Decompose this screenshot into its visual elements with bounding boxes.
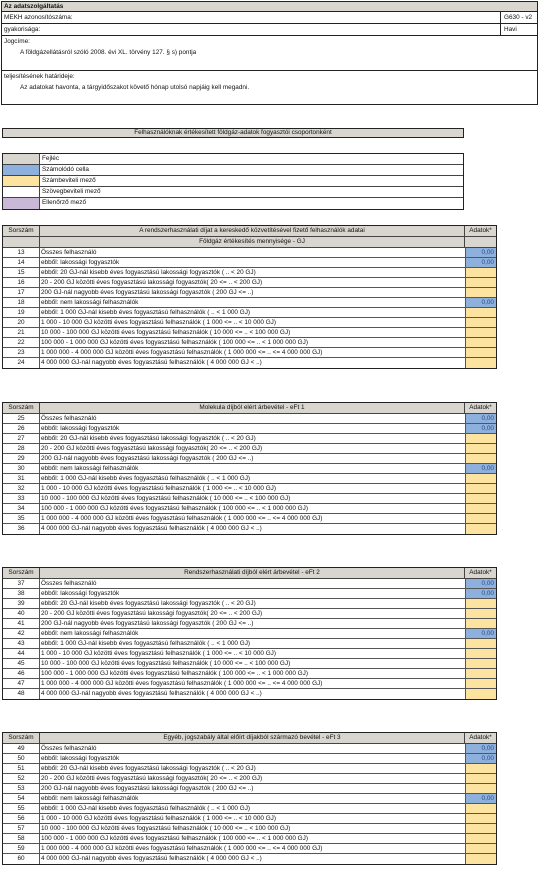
row-number: 57: [3, 824, 40, 833]
row-number: 53: [3, 784, 40, 793]
input-cell[interactable]: [465, 514, 496, 523]
table-row: [3, 514, 496, 524]
input-cell[interactable]: [465, 669, 496, 678]
row-description: 4 000 000 GJ-nál nagyobb éves fogyasztású felhasználók ( 4 000 000 GJ < ..): [41, 359, 262, 366]
table-row: [3, 649, 496, 659]
table-row: [3, 629, 496, 639]
input-cell[interactable]: [465, 444, 496, 453]
col-header-sorszam: Sorszám: [3, 568, 40, 578]
input-cell[interactable]: [465, 358, 496, 368]
row-number: 25: [3, 414, 40, 423]
input-cell[interactable]: [465, 679, 496, 688]
row-number: 16: [3, 278, 40, 287]
legend-swatch: [3, 154, 40, 164]
row-number: 21: [3, 328, 40, 337]
table-row: [3, 659, 496, 669]
table-row: [3, 484, 496, 494]
row-description: Összes felhasználó: [41, 580, 97, 587]
calculated-cell: 0,00: [465, 744, 496, 753]
input-cell[interactable]: [465, 689, 496, 699]
col-header-sorszam: Sorszám: [3, 733, 40, 743]
info-box: [1, 1, 538, 105]
row-number: 43: [3, 639, 40, 648]
row-description: 100 000 - 1 000 000 GJ közötti éves fogyasztású felhasználók ( 100 000 <= .. < 1 000 000 GJ): [41, 339, 308, 346]
legend-item: [3, 187, 463, 198]
row-description: 4 000 000 GJ-nál nagyobb éves fogyasztású felhasználók ( 4 000 000 GJ < ..): [41, 855, 262, 862]
row-description: ebből: 1 000 GJ-nál kisebb éves fogyasztású felhasználók ( .. < 1 000 GJ): [41, 640, 251, 647]
row-description: Összes felhasználó: [41, 745, 97, 752]
table-row: [3, 328, 496, 338]
row-number: 39: [3, 599, 40, 608]
input-cell[interactable]: [465, 854, 496, 864]
input-cell[interactable]: [465, 268, 496, 277]
row-number: 46: [3, 669, 40, 678]
row-number: 34: [3, 504, 40, 513]
table-row: [3, 774, 496, 784]
calculated-cell: 0,00: [465, 248, 496, 257]
input-cell[interactable]: [465, 599, 496, 608]
row-number: 18: [3, 298, 40, 307]
row-description: ebből: nem lakossági felhasználók: [41, 299, 139, 306]
row-description: 10 000 - 100 000 GJ közötti éves fogyasztású felhasználók ( 10 000 <= .. < 100 000 GJ): [41, 495, 291, 502]
frequency-row: [2, 24, 537, 36]
row-number: 23: [3, 348, 40, 357]
input-cell[interactable]: [465, 824, 496, 833]
table-row: [3, 794, 496, 804]
input-cell[interactable]: [465, 659, 496, 668]
row-number: 35: [3, 514, 40, 523]
row-description: 100 000 - 1 000 000 GJ közötti éves fogyasztású felhasználók ( 100 000 <= .. < 1 000 000 GJ): [41, 670, 308, 677]
calculated-cell: 0,00: [465, 579, 496, 588]
table-row: [3, 854, 496, 864]
legend-label: Számolódó cella: [42, 166, 89, 173]
row-number: 20: [3, 318, 40, 327]
input-cell[interactable]: [465, 474, 496, 483]
mekh-row: [2, 12, 537, 24]
table-row: [3, 454, 496, 464]
row-description: 20 - 200 GJ közötti éves fogyasztású lakossági fogyasztók( 20 <= .. < 200 GJ): [41, 610, 263, 617]
data-table: [2, 402, 497, 535]
input-cell[interactable]: [465, 844, 496, 853]
table-row: [3, 444, 496, 454]
table-title: A rendszerhasználati díjat a kereskedő közvetítésével fizető felhasználók adatai: [40, 226, 465, 236]
calculated-cell: 0,00: [465, 414, 496, 423]
row-number: 54: [3, 794, 40, 803]
table-row: [3, 784, 496, 794]
legend-swatch: [3, 165, 40, 175]
calculated-cell: 0,00: [465, 754, 496, 763]
calculated-cell: 0,00: [465, 464, 496, 473]
input-cell[interactable]: [465, 804, 496, 813]
row-number: 29: [3, 454, 40, 463]
row-description: Összes felhasználó: [41, 249, 97, 256]
table-row: [3, 504, 496, 514]
row-description: 1 000 000 - 4 000 000 GJ közötti éves fogyasztású felhasználók ( 1 000 000 <= .. <= 4 000 000 GJ): [41, 680, 323, 687]
row-number: 58: [3, 834, 40, 843]
input-cell[interactable]: [465, 619, 496, 628]
row-description: 1 000 000 - 4 000 000 GJ közötti éves fogyasztású felhasználók ( 1 000 000 <= .. <= 4 000 000 GJ): [41, 515, 323, 522]
table-title: Molekula díjból elért árbevétel - eFt 1: [40, 403, 465, 413]
row-description: 1 000 - 10 000 GJ közötti éves fogyasztású felhasználók ( 1 000 <= .. < 10 000 GJ): [41, 485, 276, 492]
table-title: Egyéb, jogszabály által előírt díjakból származó bevétel - eFt 3: [40, 733, 465, 743]
table-row: [3, 834, 496, 844]
table-row: [3, 414, 496, 424]
table-row: [3, 804, 496, 814]
table-title: Rendszerhasználati díjból elért árbevétel - eFt 2: [40, 568, 465, 578]
deadline-row: [2, 71, 537, 104]
legend: [2, 153, 464, 210]
row-description: 4 000 000 GJ-nál nagyobb éves fogyasztású felhasználók ( 4 000 000 GJ < ..): [41, 525, 262, 532]
legend-swatch: [3, 187, 40, 197]
row-description: ebből: 1 000 GJ-nál kisebb éves fogyasztású felhasználók ( .. < 1 000 GJ): [41, 805, 251, 812]
row-number: 45: [3, 659, 40, 668]
col-header-sorszam: Sorszám: [3, 403, 40, 413]
table-row: [3, 268, 496, 278]
table-row: [3, 258, 496, 268]
input-cell[interactable]: [465, 348, 496, 357]
row-description: ebből: 1 000 GJ-nál kisebb éves fogyasztású felhasználók ( .. < 1 000 GJ): [41, 309, 251, 316]
table-row: [3, 619, 496, 629]
row-description: 1 000 000 - 4 000 000 GJ közötti éves fogyasztású felhasználók ( 1 000 000 <= .. <= 4 000 000 GJ): [41, 349, 323, 356]
row-description: ebből: 20 GJ-nál kisebb éves fogyasztású lakossági fogyasztók ( .. < 20 GJ): [41, 269, 256, 276]
calculated-cell: 0,00: [465, 298, 496, 307]
input-cell[interactable]: [465, 318, 496, 327]
calculated-cell: 0,00: [465, 794, 496, 803]
row-description: 1 000 - 10 000 GJ közötti éves fogyasztású felhasználók ( 1 000 <= .. < 10 000 GJ): [41, 319, 276, 326]
input-cell[interactable]: [465, 454, 496, 463]
legend-label: Számbeviteli mező: [42, 177, 96, 184]
table-row: [3, 494, 496, 504]
table-header: [3, 226, 496, 237]
table-row: [3, 844, 496, 854]
table-row: [3, 248, 496, 258]
table-row: [3, 348, 496, 358]
row-description: ebből: 20 GJ-nál kisebb éves fogyasztású lakossági fogyasztók ( .. < 20 GJ): [41, 600, 256, 607]
row-number: 55: [3, 804, 40, 813]
input-cell[interactable]: [465, 784, 496, 793]
row-number: 30: [3, 464, 40, 473]
subheader-blank: [3, 237, 40, 247]
row-number: 60: [3, 854, 40, 864]
calculated-cell: 0,00: [465, 424, 496, 433]
table-row: [3, 464, 496, 474]
input-cell[interactable]: [465, 328, 496, 337]
table-row: [3, 308, 496, 318]
row-number: 47: [3, 679, 40, 688]
input-cell[interactable]: [465, 609, 496, 618]
row-number: 26: [3, 424, 40, 433]
row-description: 10 000 - 100 000 GJ közötti éves fogyasztású felhasználók ( 10 000 <= .. < 100 000 GJ): [41, 825, 291, 832]
info-title: Az adatszolgáltatás: [2, 2, 537, 12]
row-description: ebből: lakossági fogyasztók: [41, 259, 120, 266]
legend-swatch: [3, 176, 40, 186]
row-description: 10 000 - 100 000 GJ közötti éves fogyasztású felhasználók ( 10 000 <= .. < 100 000 GJ): [41, 660, 291, 667]
table-row: [3, 689, 496, 699]
input-cell[interactable]: [465, 338, 496, 347]
row-number: 52: [3, 774, 40, 783]
row-number: 14: [3, 258, 40, 267]
row-description: ebből: lakossági fogyasztók: [41, 755, 120, 762]
input-cell[interactable]: [465, 774, 496, 783]
input-cell[interactable]: [465, 764, 496, 773]
table-row: [3, 524, 496, 534]
table-row: [3, 424, 496, 434]
col-header-adatok: Adatok*: [465, 403, 496, 413]
row-description: Összes felhasználó: [41, 415, 97, 422]
table-row: [3, 358, 496, 368]
table-header: [3, 403, 496, 414]
input-cell[interactable]: [465, 524, 496, 534]
table-row: [3, 669, 496, 679]
legend-swatch: [3, 198, 40, 209]
table-row: [3, 589, 496, 599]
row-description: ebből: nem lakossági felhasználók: [41, 630, 139, 637]
input-cell[interactable]: [465, 308, 496, 317]
table-row: [3, 764, 496, 774]
row-number: 19: [3, 308, 40, 317]
table-row: [3, 679, 496, 689]
row-description: ebből: lakossági fogyasztók: [41, 425, 120, 432]
legend-item: [3, 154, 463, 165]
row-description: 200 GJ-nál nagyobb éves fogyasztású lakossági fogyasztók ( 200 GJ <= ..): [41, 785, 254, 792]
legend-item: [3, 198, 463, 209]
subheader-blank: [465, 237, 496, 247]
row-number: 59: [3, 844, 40, 853]
row-number: 51: [3, 764, 40, 773]
row-number: 17: [3, 288, 40, 297]
frequency-label: gyakorisága:: [4, 26, 41, 33]
legal-basis-text: A földgázellátásról szóló 2008. évi XL. törvény 127. § s) pontja: [20, 49, 197, 56]
input-cell[interactable]: [465, 649, 496, 658]
mekh-value: G630 - v2: [500, 12, 537, 23]
deadline-label: teljesítésének határideje:: [4, 73, 75, 80]
row-description: 1 000 - 10 000 GJ közötti éves fogyasztású felhasználók ( 1 000 <= .. < 10 000 GJ): [41, 650, 276, 657]
legend-label: Fejléc: [42, 155, 60, 162]
row-description: 20 - 200 GJ közötti éves fogyasztású lakossági fogyasztók( 20 <= .. < 200 GJ): [41, 445, 263, 452]
legal-basis-row: [2, 36, 537, 71]
table-row: [3, 824, 496, 834]
row-description: 200 GJ-nál nagyobb éves fogyasztású lakossági fogyasztók ( 200 GJ <= ..): [41, 620, 254, 627]
legend-label: Szövegbeviteli mező: [42, 188, 101, 195]
row-number: 24: [3, 358, 40, 368]
input-cell[interactable]: [465, 639, 496, 648]
data-table: [2, 732, 497, 865]
input-cell[interactable]: [465, 834, 496, 843]
input-cell[interactable]: [465, 504, 496, 513]
row-description: 100 000 - 1 000 000 GJ közötti éves fogyasztású felhasználók ( 100 000 <= .. < 1 000 000 GJ): [41, 835, 308, 842]
row-description: 4 000 000 GJ-nál nagyobb éves fogyasztású felhasználók ( 4 000 000 GJ < ..): [41, 690, 262, 697]
row-number: 56: [3, 814, 40, 823]
col-header-sorszam: Sorszám: [3, 226, 40, 236]
input-cell[interactable]: [465, 278, 496, 287]
row-number: 49: [3, 744, 40, 753]
data-table: [2, 567, 497, 700]
row-number: 44: [3, 649, 40, 658]
row-number: 36: [3, 524, 40, 534]
row-number: 48: [3, 689, 40, 699]
row-number: 50: [3, 754, 40, 763]
row-description: 10 000 - 100 000 GJ közötti éves fogyasztású felhasználók ( 10 000 <= .. < 100 000 GJ): [41, 329, 291, 336]
input-cell[interactable]: [465, 814, 496, 823]
table-row: [3, 599, 496, 609]
row-description: 1 000 - 10 000 GJ közötti éves fogyasztású felhasználók ( 1 000 <= .. < 10 000 GJ): [41, 815, 276, 822]
table-row: [3, 814, 496, 824]
main-title: Felhasználóknak értékesített földgáz-adatok fogyasztói csoportonként: [2, 128, 464, 138]
row-number: 22: [3, 338, 40, 347]
row-description: 20 - 200 GJ közötti éves fogyasztású lakossági fogyasztók( 20 <= .. < 200 GJ): [41, 775, 263, 782]
row-description: ebből: 20 GJ-nál kisebb éves fogyasztású lakossági fogyasztók ( .. < 20 GJ): [41, 765, 256, 772]
mekh-label: MEKH azonosítószáma:: [4, 14, 73, 21]
col-header-adatok: Adatok*: [465, 733, 496, 743]
table-row: [3, 474, 496, 484]
calculated-cell: 0,00: [465, 258, 496, 267]
deadline-text: Az adatokat havonta, a tárgyidőszakot követő hónap utolsó napjáig kell megadni.: [20, 84, 250, 91]
row-description: 20 - 200 GJ közötti éves fogyasztású lakossági fogyasztók( 20 <= .. < 200 GJ): [41, 279, 263, 286]
table-subheader: [3, 237, 496, 248]
calculated-cell: 0,00: [465, 589, 496, 598]
row-description: 200 GJ-nál nagyobb éves fogyasztású lakossági fogyasztók ( 200 GJ <= ..): [41, 455, 254, 462]
row-number: 42: [3, 629, 40, 638]
table-subtitle: Földgáz értékesítés mennyisége - GJ: [40, 237, 465, 247]
table-row: [3, 639, 496, 649]
row-number: 38: [3, 589, 40, 598]
table-row: [3, 288, 496, 298]
table-row: [3, 609, 496, 619]
table-row: [3, 318, 496, 328]
col-header-adatok: Adatok*: [465, 568, 496, 578]
row-number: 41: [3, 619, 40, 628]
table-row: [3, 338, 496, 348]
table-row: [3, 579, 496, 589]
legend-item: [3, 176, 463, 187]
row-number: 27: [3, 434, 40, 443]
row-description: ebből: lakossági fogyasztók: [41, 590, 120, 597]
row-description: ebből: 1 000 GJ-nál kisebb éves fogyasztású felhasználók ( .. < 1 000 GJ): [41, 475, 251, 482]
row-description: 100 000 - 1 000 000 GJ közötti éves fogyasztású felhasználók ( 100 000 <= .. < 1 000 000 GJ): [41, 505, 308, 512]
row-number: 33: [3, 494, 40, 503]
input-cell[interactable]: [465, 434, 496, 443]
table-row: [3, 278, 496, 288]
row-description: ebből: nem lakossági felhasználók: [41, 465, 139, 472]
table-row: [3, 754, 496, 764]
data-table: [2, 225, 497, 369]
row-description: ebből: nem lakossági felhasználók: [41, 795, 139, 802]
table-row: [3, 298, 496, 308]
row-number: 31: [3, 474, 40, 483]
input-cell[interactable]: [465, 494, 496, 503]
row-number: 32: [3, 484, 40, 493]
legend-item: [3, 165, 463, 176]
row-number: 28: [3, 444, 40, 453]
row-number: 13: [3, 248, 40, 257]
row-description: 1 000 000 - 4 000 000 GJ közötti éves fogyasztású felhasználók ( 1 000 000 <= .. <= 4 000 000 GJ): [41, 845, 323, 852]
table-header: [3, 733, 496, 744]
row-number: 37: [3, 579, 40, 588]
row-description: 200 GJ-nál nagyobb éves fogyasztású lakossági fogyasztók ( 200 GJ <= ..): [41, 289, 254, 296]
legal-basis-label: Jogcíme:: [4, 38, 30, 45]
col-header-adatok: Adatok*: [465, 226, 496, 236]
calculated-cell: 0,00: [465, 629, 496, 638]
legend-label: Ellenőrző mező: [42, 199, 87, 206]
table-header: [3, 568, 496, 579]
row-number: 15: [3, 268, 40, 277]
frequency-value: Havi: [500, 24, 537, 35]
table-row: [3, 744, 496, 754]
input-cell[interactable]: [465, 484, 496, 493]
row-description: ebből: 20 GJ-nál kisebb éves fogyasztású lakossági fogyasztók ( .. < 20 GJ): [41, 435, 256, 442]
table-row: [3, 434, 496, 444]
row-number: 40: [3, 609, 40, 618]
input-cell[interactable]: [465, 288, 496, 297]
